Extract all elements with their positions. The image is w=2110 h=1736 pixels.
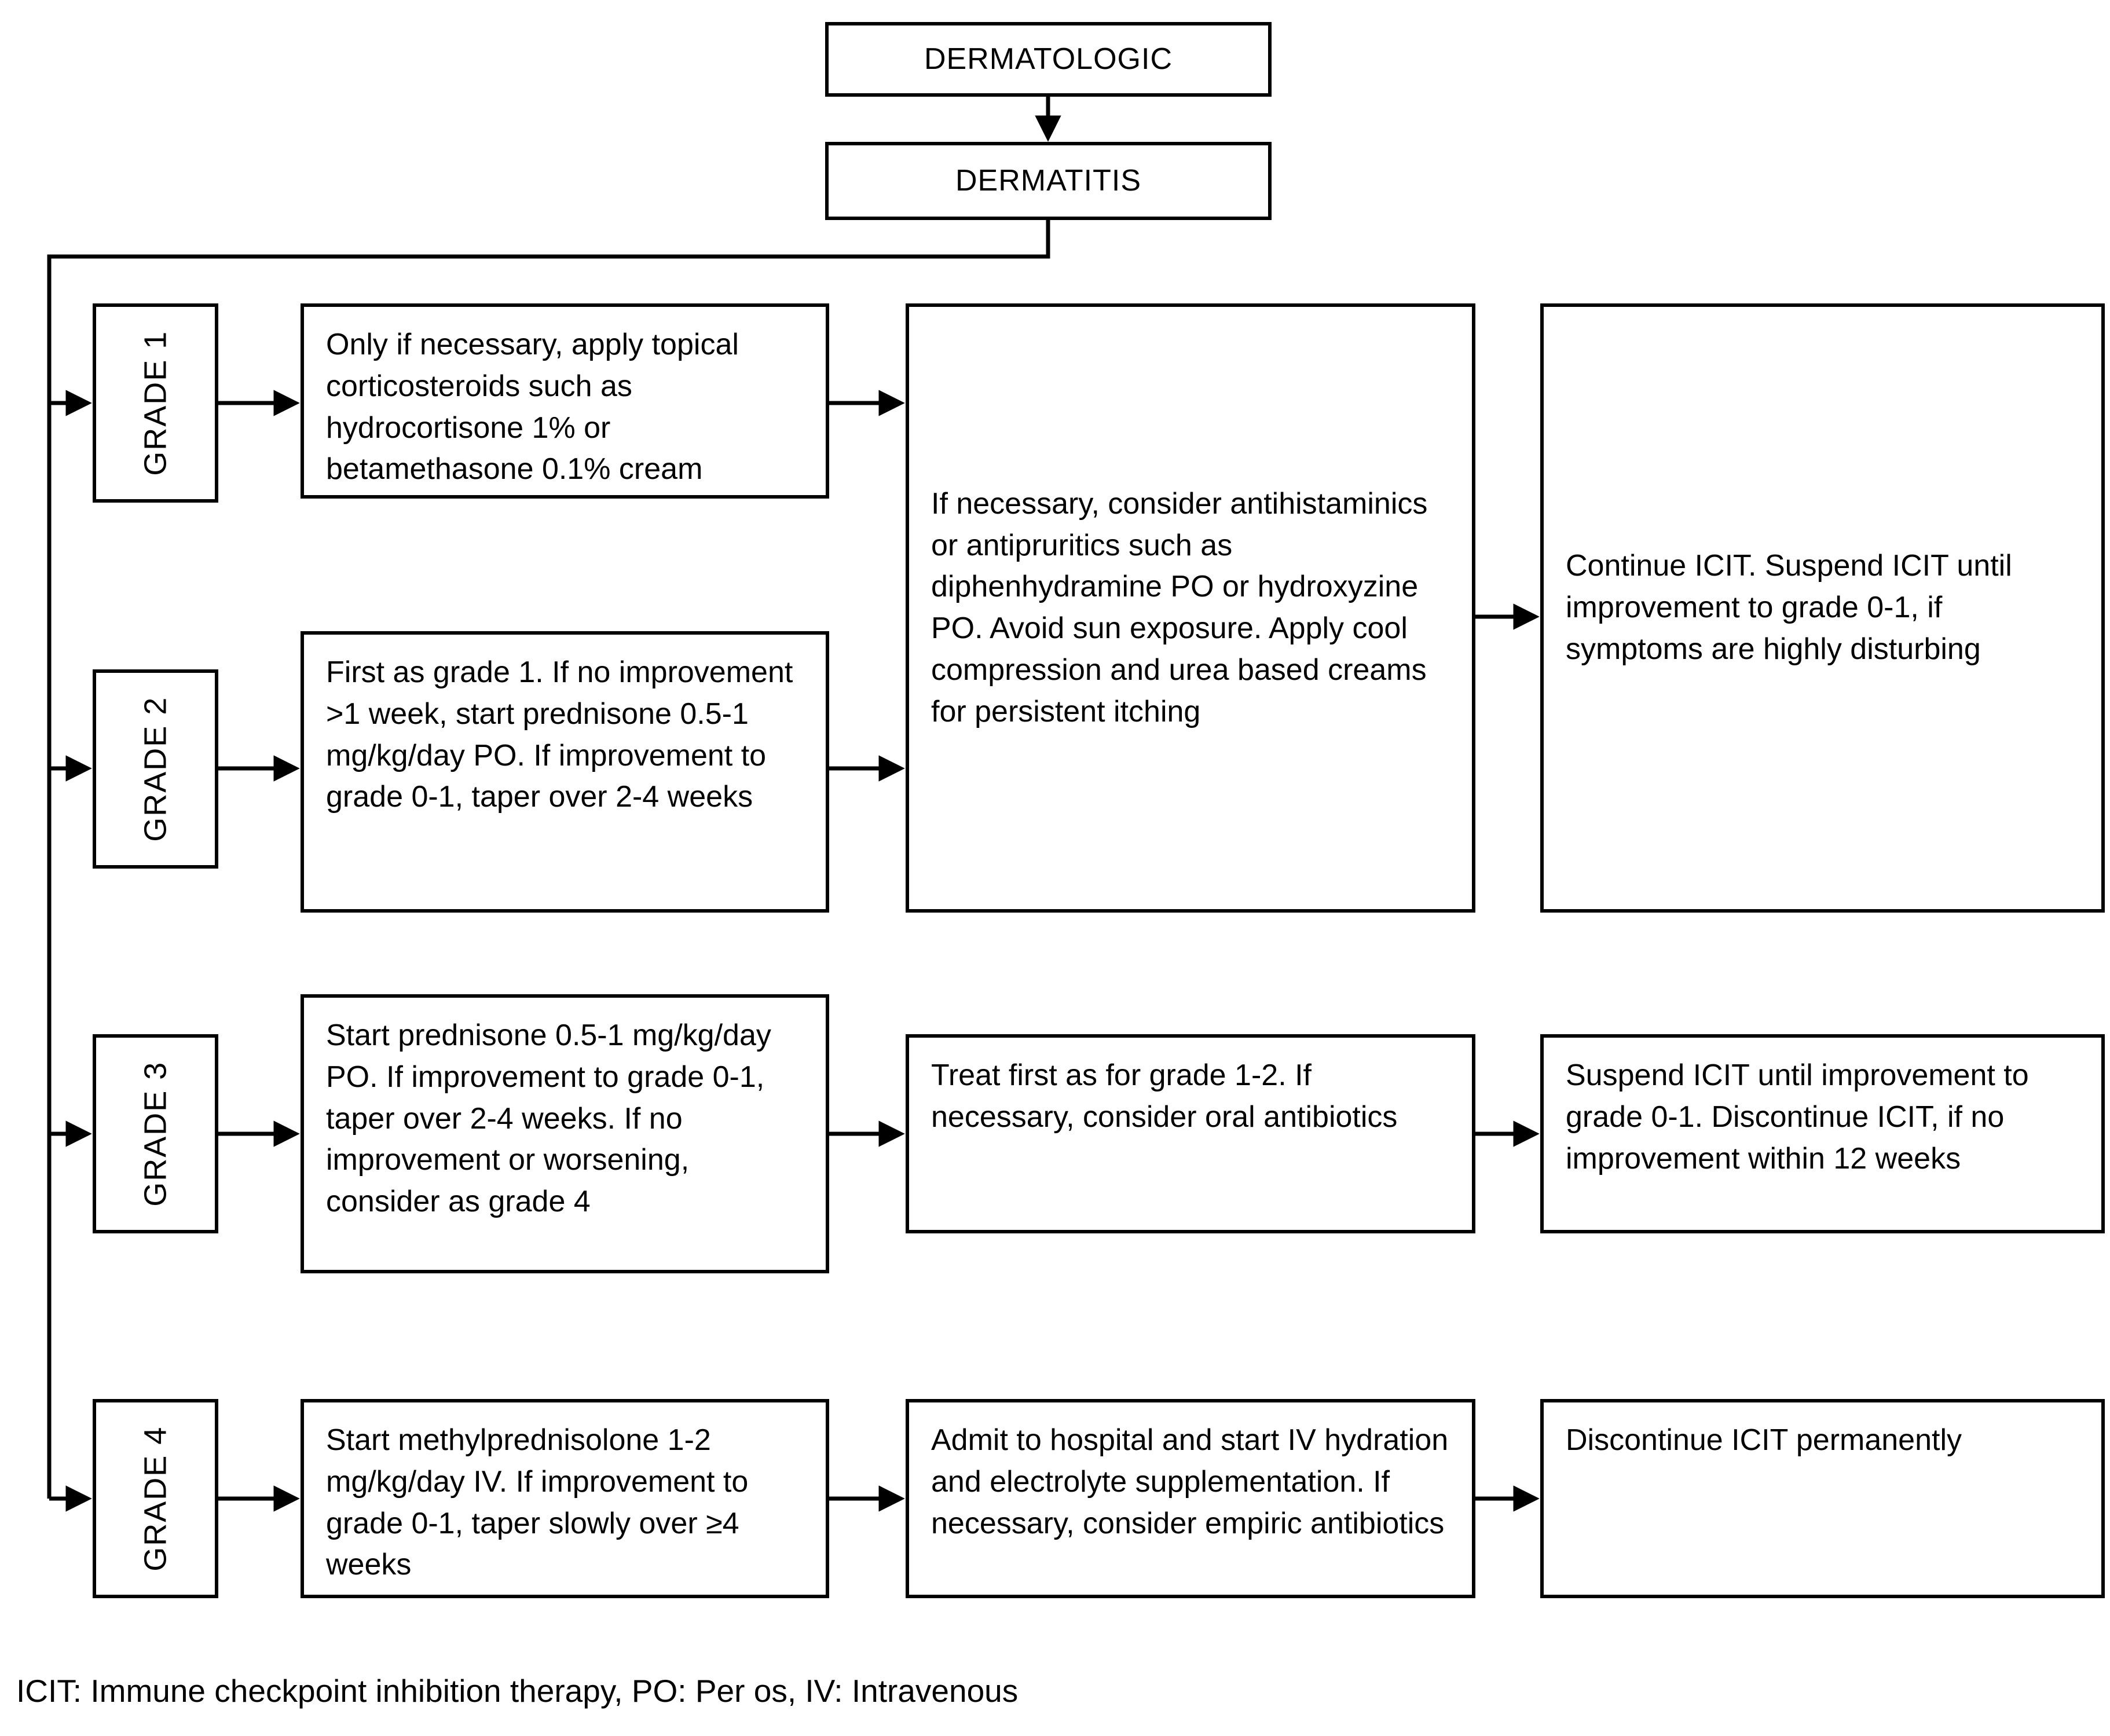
grade4-outcome-text: Discontinue ICIT permanently <box>1566 1423 1962 1457</box>
node-grade12-outcome <box>1540 303 2105 913</box>
grade12-outcome-text: Continue ICIT. Suspend ICIT until improvement to grade 0-1, if symptoms are highly disturbing <box>1566 549 2012 666</box>
grade4-management-text: Admit to hospital and start IV hydration and electrolyte supplementation. If necessary, consider empiric antibiotics <box>931 1423 1449 1540</box>
grade3-management-text: Treat first as for grade 1-2. If necessary, consider oral antibiotics <box>931 1059 1398 1134</box>
grade2-treatment-text: First as grade 1. If no improvement >1 week, start prednisone 0.5-1 mg/kg/day PO. If improvement to grade 0-1, taper over 2-4 weeks <box>326 655 793 814</box>
node-grade4-management <box>906 1399 1475 1598</box>
node-grade2-label <box>93 669 218 869</box>
grade3-outcome-text: Suspend ICIT until improvement to grade 0-1. Discontinue ICIT, if no improvement within 12 weeks <box>1566 1059 2029 1175</box>
node-dermatitis <box>825 142 1272 220</box>
node-grade3-outcome <box>1540 1034 2105 1233</box>
node-dermatitis-label: DERMATITIS <box>955 163 1142 197</box>
node-grade4-outcome <box>1540 1399 2105 1598</box>
node-grade12-management <box>906 303 1475 913</box>
node-grade3-treatment <box>301 994 829 1273</box>
node-grade4-treatment <box>301 1399 829 1598</box>
node-dermatologic-label: DERMATOLOGIC <box>924 42 1173 76</box>
node-grade3-label <box>93 1034 218 1233</box>
grade2-label-text: GRADE 2 <box>138 696 173 842</box>
node-grade1-label <box>93 303 218 503</box>
node-grade4-label <box>93 1399 218 1598</box>
grade4-label-text: GRADE 4 <box>138 1426 173 1572</box>
grade1-label-text: GRADE 1 <box>138 330 173 476</box>
grade1-treatment-text: Only if necessary, apply topical corticosteroids such as hydrocortisone 1% or betamethasone 0.1% cream <box>326 328 739 486</box>
node-grade1-treatment <box>301 303 829 499</box>
grade4-treatment-text: Start methylprednisolone 1-2 mg/kg/day IV. If improvement to grade 0-1, taper slowly over ≥4 weeks <box>326 1423 749 1582</box>
abbreviation-footnote: ICIT: Immune checkpoint inhibition therapy, PO: Per os, IV: Intravenous <box>16 1673 1019 1709</box>
grade3-label-text: GRADE 3 <box>138 1061 173 1207</box>
grade3-treatment-text: Start prednisone 0.5-1 mg/kg/day PO. If improvement to grade 0-1, taper over 2-4 weeks. If no improvement or worsening, consider as grade 4 <box>326 1019 771 1218</box>
node-grade3-management <box>906 1034 1475 1233</box>
grade12-management-text: If necessary, consider antihistaminics or antipruritics such as diphenhydramine PO or hydroxyzine PO. Avoid sun exposure. Apply cool compression and urea based creams for persistent itching <box>931 486 1428 728</box>
node-grade2-treatment <box>301 631 829 913</box>
node-dermatologic <box>825 22 1272 97</box>
